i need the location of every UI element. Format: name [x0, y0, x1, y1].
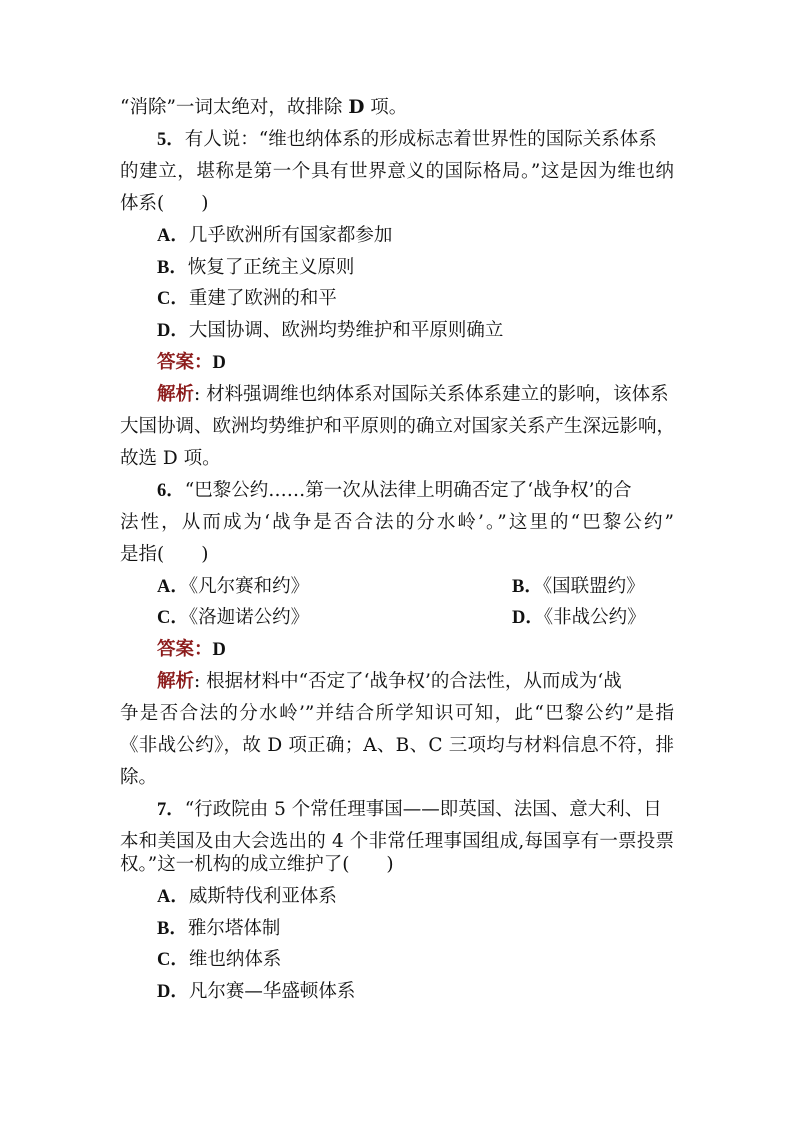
q6-option-d: [512, 606, 646, 630]
q6-analysis-line1: [157, 670, 674, 694]
analysis-label: 解析: [157, 671, 195, 692]
answer-label: 答案：: [157, 639, 213, 660]
analysis-text: : 材料强调维也纳体系对国际关系体系建立的影响，该体系: [194, 384, 669, 405]
q6-analysis-line4: 除。: [120, 767, 158, 788]
answer-label: 答案：: [157, 352, 213, 373]
q6-option-a: [157, 575, 309, 599]
q6-stem-line1: [157, 479, 674, 503]
option-text: 雅尔塔体制: [187, 918, 281, 939]
option-key: C．: [157, 289, 189, 309]
q6-analysis-line3: 《非战公约》，故 D 项正确；A、B、C 三项均与材料信息不符，排: [120, 735, 674, 756]
q6-stem-line3: 是指( ): [120, 544, 209, 565]
q7-option-a: [157, 885, 337, 909]
q7-option-b: [157, 917, 280, 941]
q5-analysis-line3: 故选 D 项。: [120, 448, 221, 469]
q5-option-a: [157, 224, 392, 248]
q5-stem-line1: [157, 128, 674, 152]
option-key: D．: [512, 608, 544, 628]
option-key: A．: [157, 887, 189, 907]
q7-text: “行政院由 5 个常任理事国——即英国、法国、意大利、日: [184, 799, 662, 820]
q7-stem-line3: 权。”这一机构的成立维护了( ): [120, 854, 394, 875]
option-text: 《洛迦诺公约》: [188, 607, 310, 628]
q5-text: 有人说：“维也纳体系的形成标志着世界性的国际关系体系: [184, 129, 657, 150]
q5-stem-line3: 体系( ): [120, 193, 209, 214]
analysis-text: : 根据材料中“否定了‘战争权’的合法性，从而成为‘战: [194, 671, 622, 692]
q5-option-d: [157, 319, 503, 343]
option-text: 重建了欧洲的和平: [188, 288, 337, 309]
analysis-label: 解析: [157, 384, 195, 405]
option-key: A．: [157, 577, 189, 597]
q7-stem-line2: 本和美国及由大会选出的 4 个非常任理事国组成,每国享有一票投票: [120, 831, 674, 852]
option-key: D．: [157, 321, 189, 341]
option-key: B．: [157, 919, 188, 939]
option-text: 《国联盟约》: [542, 576, 645, 597]
option-text: 恢复了正统主义原则: [187, 257, 355, 278]
option-key: A．: [157, 226, 189, 246]
q5-number: 5．: [157, 130, 185, 150]
intro-text: “消除”一词太绝对，故排除: [120, 97, 349, 118]
q5-option-b: [157, 256, 354, 280]
option-text: 《非战公约》: [543, 607, 646, 628]
q5-option-c: [157, 287, 337, 311]
q7-number: 7．: [157, 800, 185, 820]
q6-text: “巴黎公约……第一次从法律上明确否定了‘战争权’的合: [184, 480, 632, 501]
option-key: C．: [157, 608, 189, 628]
q5-answer: [157, 351, 226, 375]
q6-answer: [157, 638, 226, 662]
q5-analysis-line2: 大国协调、欧洲均势维护和平原则的确立对国家关系产生深远影响，: [120, 416, 676, 437]
intro-text-end: 项。: [364, 97, 408, 118]
q6-option-b: [512, 575, 645, 599]
answer-value: D: [212, 353, 226, 373]
q5-stem-line2: 的建立，堪称是第一个具有世界意义的国际格局。”这是因为维也纳: [120, 161, 674, 182]
q7-option-d: [157, 980, 355, 1004]
option-key: D．: [157, 982, 189, 1002]
option-text: 威斯特伐利亚体系: [188, 886, 337, 907]
answer-value: D: [212, 640, 226, 660]
prev-analysis-tail: [120, 96, 407, 120]
option-text: 《凡尔赛和约》: [188, 576, 310, 597]
option-text: 几乎欧洲所有国家都参加: [188, 225, 393, 246]
option-text: 大国协调、欧洲均势维护和平原则确立: [188, 320, 504, 341]
option-text: 凡尔赛—华盛顿体系: [188, 981, 356, 1002]
option-text: 维也纳体系: [188, 949, 282, 970]
q6-option-c: [157, 606, 309, 630]
q7-option-c: [157, 948, 281, 972]
q6-analysis-line2: 争是否合法的分水岭’”并结合所学知识可知，此“巴黎公约”是指: [120, 703, 674, 724]
intro-letter: D: [348, 97, 365, 118]
q6-stem-line2: 法性，从而成为‘战争是否合法的分水岭’。”这里的“巴黎公约”: [120, 512, 674, 533]
q7-stem-line1: [157, 798, 674, 822]
q5-analysis-line1: [157, 383, 674, 407]
option-key: B．: [157, 258, 188, 278]
option-key: C．: [157, 950, 189, 970]
q6-number: 6．: [157, 481, 185, 501]
option-key: B．: [512, 577, 543, 597]
